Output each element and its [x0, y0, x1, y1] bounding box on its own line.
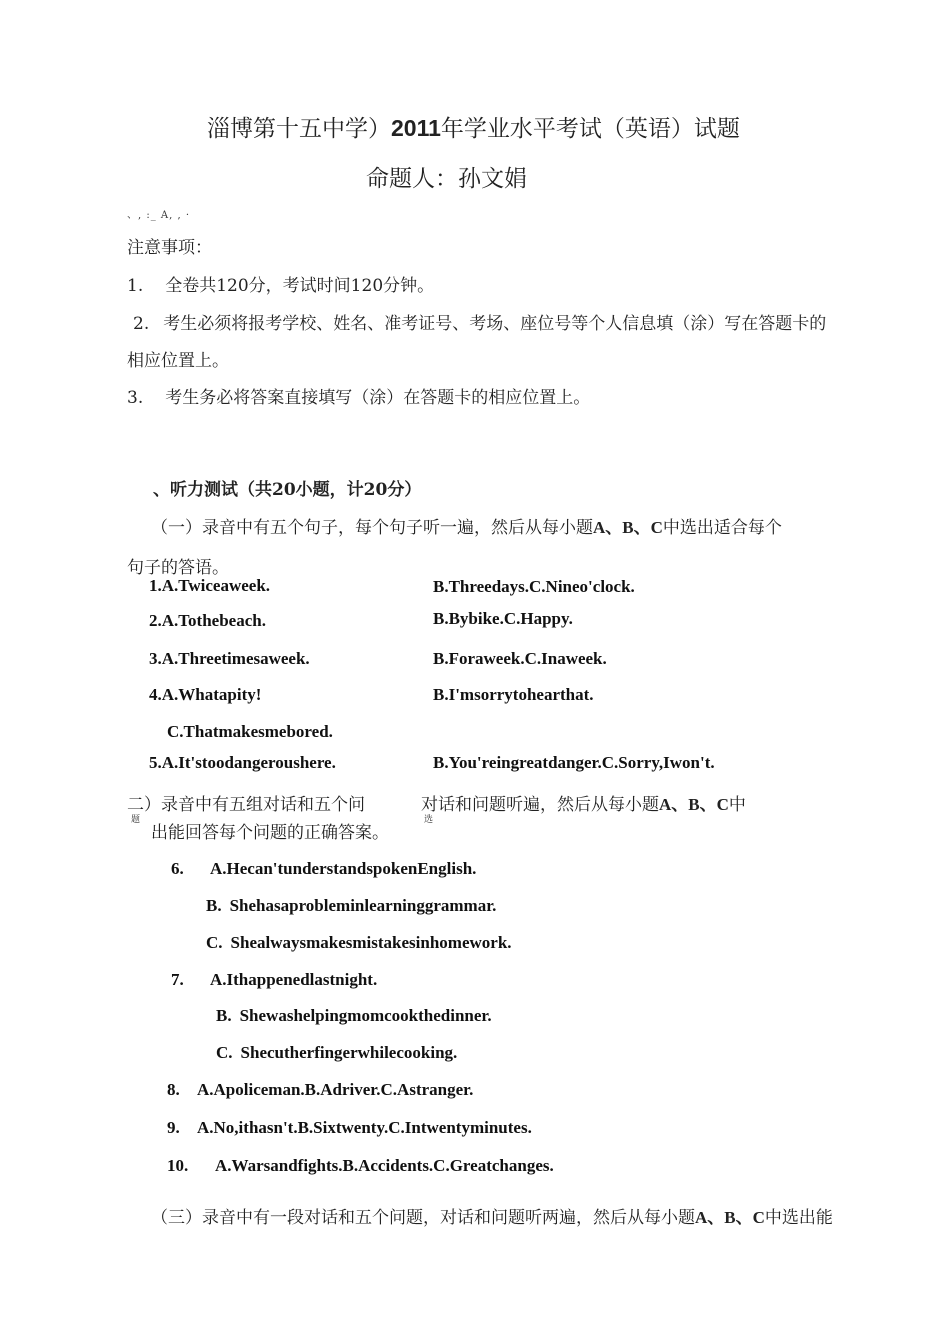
- q4-option-b: B.I'msorrytohearthat.: [433, 685, 594, 704]
- part2-intro-b: 对话和问题听遍，然后从每小题: [421, 795, 659, 815]
- q9-number: 9.: [167, 1118, 180, 1137]
- q3-options-bc: B.Foraweek.C.Inaweek.: [433, 649, 607, 668]
- title-school: 淄博第十五中学）: [207, 116, 391, 142]
- q4-option-a: 4.A.Whatapity!: [149, 685, 262, 704]
- option-letter: B.: [216, 1006, 232, 1025]
- note-3: [127, 383, 590, 408]
- q8-options: A.Apoliceman.B.Adriver.C.Astranger.: [197, 1080, 474, 1099]
- q4-option-c: C.Thatmakesmebored.: [167, 722, 333, 741]
- q6-option-a: A.Hecan'tunderstandspokenEnglish.: [210, 859, 477, 878]
- q9-options: A.No,ithasn't.B.Sixtwenty.C.Intwentyminutes.: [197, 1118, 532, 1137]
- exam-title: [207, 110, 740, 143]
- q10-number: 10.: [167, 1156, 189, 1175]
- q6-option-c: [206, 933, 512, 953]
- part2-intro-left: 二）录音中有五组对话和五个问: [127, 795, 365, 815]
- q6-option-b: [206, 896, 496, 916]
- option-text: Shehasaprobleminlearninggrammar.: [229, 896, 497, 915]
- part3-intro: [151, 1203, 833, 1228]
- q10-options: A.Warsandfights.B.Accidents.C.Greatchanges.: [215, 1156, 554, 1175]
- part2-intro-c: 中: [728, 795, 746, 815]
- q7-number: 7.: [171, 970, 184, 989]
- q1-option-a: 1.A.Twiceaweek.: [149, 576, 271, 595]
- part1-intro: [151, 513, 782, 538]
- option-letter: B.: [206, 896, 222, 915]
- note-2: [133, 309, 826, 334]
- q7-option-a: A.Ithappenedlastnight.: [210, 970, 378, 989]
- q5-option-a: 5.A.It'stoodangeroushere.: [149, 753, 336, 772]
- note-text: 考生务必将答案直接填写（涂）在答题卡的相应位置上。: [165, 388, 591, 408]
- part1-intro-continued: 句子的答语。: [127, 558, 229, 578]
- part1-letters: A、B、C: [593, 518, 663, 537]
- listening-heading: 、听力测试（共20小题，计20分）: [153, 480, 422, 500]
- note-number: 1.: [127, 276, 144, 296]
- notes-heading: 注意事项：: [127, 238, 212, 258]
- part2-intro-right: [421, 790, 746, 815]
- part3-letters: A、B、C: [695, 1208, 765, 1227]
- q3-option-a: 3.A.Threetimesaweek.: [149, 649, 310, 668]
- option-text: Shecutherfingerwhilecooking.: [240, 1043, 458, 1062]
- part2-fragment-b: 选: [424, 815, 434, 825]
- garbled-text: 、, :_ A, , ·: [127, 210, 191, 221]
- q2-option-a: 2.A.Tothebeach.: [149, 611, 266, 630]
- note-number: 3.: [127, 388, 144, 408]
- q8-number: 8.: [167, 1080, 180, 1099]
- part2-intro-continued: 出能回答每个问题的正确答案。: [151, 823, 389, 843]
- q2-options-bc: B.Bybike.C.Happy.: [433, 609, 573, 628]
- note-1: [127, 271, 434, 296]
- note-2-continued: 相应位置上。: [127, 351, 229, 371]
- q1-options-bc: B.Threedays.C.Nineo'clock.: [433, 577, 635, 596]
- part3-intro-b: 中选出能: [764, 1208, 833, 1228]
- note-text: 考生必须将报考学校、姓名、准考证号、考场、座位号等个人信息填（涂）写在答题卡的: [163, 314, 827, 334]
- part1-intro-b: 中选出适合每个: [662, 518, 782, 538]
- part3-intro-a: （三）录音中有一段对话和五个问题，对话和问题听两遍，然后从每小题: [151, 1208, 695, 1228]
- part1-intro-a: （一）录音中有五个句子，每个句子听一遍，然后从每小题: [151, 518, 593, 538]
- option-text: Shealwaysmakesmistakesinhomework.: [230, 933, 512, 952]
- part2-fragment-a: 题: [131, 815, 141, 825]
- title-year: 2011: [391, 115, 441, 141]
- option-letter: C.: [216, 1043, 233, 1062]
- option-letter: C.: [206, 933, 223, 952]
- q7-option-b: [216, 1006, 492, 1026]
- q5-options-bc: B.You'reingreatdanger.C.Sorry,Iwon't.: [433, 753, 715, 772]
- note-text: 全卷共120分，考试时间120分钟。: [165, 276, 435, 296]
- q7-option-c: [216, 1043, 457, 1063]
- exam-author: 命题人：孙文娟: [366, 166, 527, 192]
- note-number: 2.: [133, 314, 150, 334]
- q6-number: 6.: [171, 859, 184, 878]
- option-text: Shewashelpingmomcookthedinner.: [239, 1006, 492, 1025]
- part2-letters: A、B、C: [659, 795, 729, 814]
- title-subject: 年学业水平考试（英语）试题: [440, 116, 740, 142]
